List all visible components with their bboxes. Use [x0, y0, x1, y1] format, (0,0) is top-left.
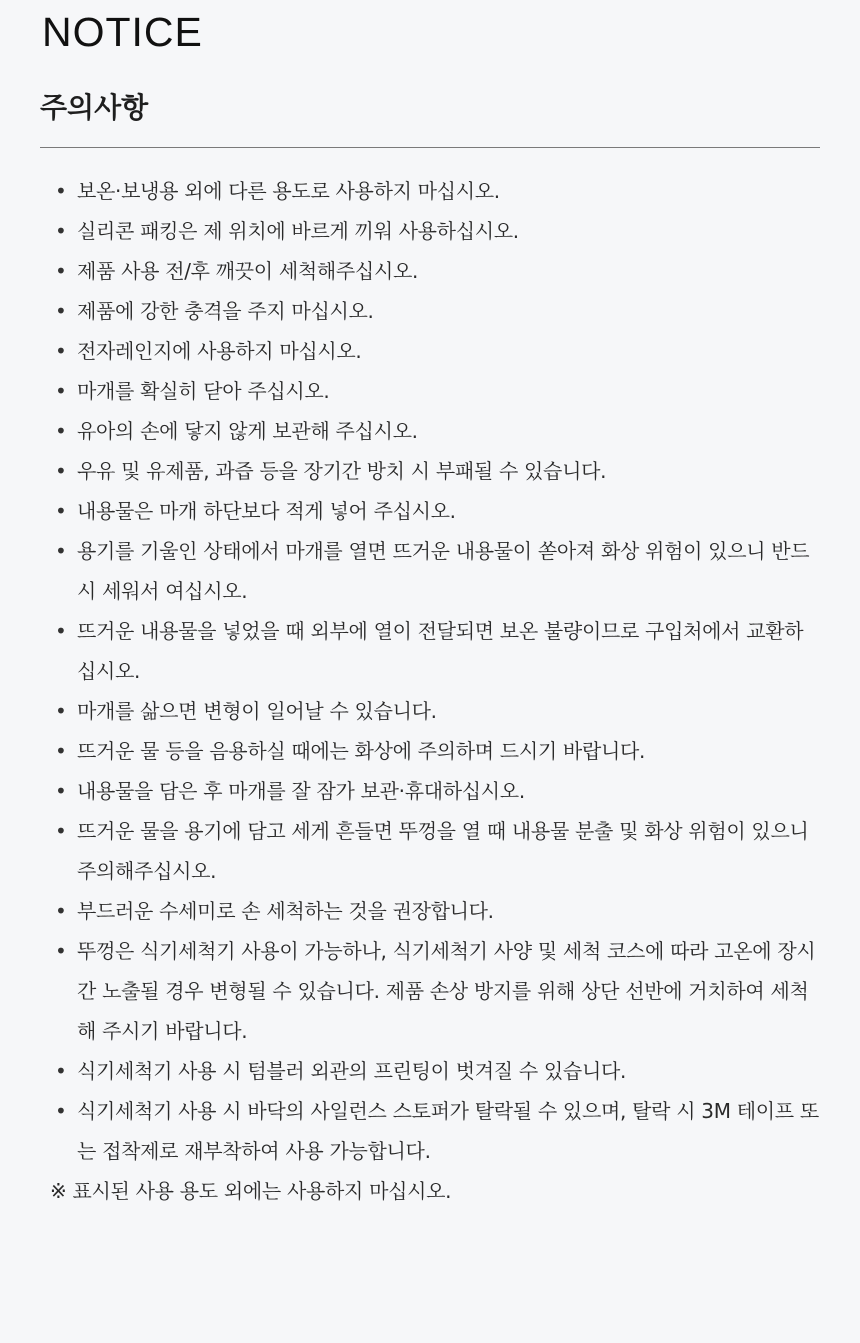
section-heading: 주의사항	[40, 91, 149, 124]
list-item-text: 뜨거운 물을 용기에 담고 세게 흔들면 뚜껑을 열 때 내용물 분출 및 화상 위험이 있으니 주의해주십시오.	[77, 819, 809, 883]
bullet-icon: •	[55, 499, 67, 523]
footnote: ※ 표시된 사용 용도 외에는 사용하지 마십시오.	[50, 1179, 452, 1203]
bullet-icon: •	[55, 779, 67, 803]
list-item-text: 용기를 기울인 상태에서 마개를 열면 뜨거운 내용물이 쏟아져 화상 위험이 있으니 반드시 세워서 여십시오.	[77, 539, 810, 603]
list-item	[0, 811, 860, 891]
list-item	[0, 211, 860, 251]
list-item-text: 식기세척기 사용 시 텀블러 외관의 프린팅이 벗겨질 수 있습니다.	[77, 1059, 627, 1083]
list-item	[0, 331, 860, 371]
list-item-text: 전자레인지에 사용하지 마십시오.	[77, 339, 362, 363]
bullet-icon: •	[55, 339, 67, 363]
bullet-icon: •	[55, 939, 67, 963]
list-item	[0, 291, 860, 331]
bullet-icon: •	[55, 819, 67, 843]
list-item-text: 뜨거운 물 등을 음용하실 때에는 화상에 주의하며 드시기 바랍니다.	[77, 739, 646, 763]
list-item	[0, 491, 860, 531]
list-item	[0, 371, 860, 411]
list-item	[0, 691, 860, 731]
notice-list	[0, 171, 860, 1211]
list-item-text: 식기세척기 사용 시 바닥의 사일런스 스토퍼가 탈락될 수 있으며, 탈락 시 3M 테이프 또는 접착제로 재부착하여 사용 가능합니다.	[77, 1099, 819, 1163]
list-item	[0, 771, 860, 811]
bullet-icon: •	[55, 379, 67, 403]
list-item	[0, 531, 860, 611]
list-item-text: 뚜껑은 식기세척기 사용이 가능하나, 식기세척기 사양 및 세척 코스에 따라 고온에 장시간 노출될 경우 변형될 수 있습니다. 제품 손상 방지를 위해 상단 선반에 거치하여 세척해 주시기 바랍니다.	[77, 939, 816, 1043]
list-item	[0, 891, 860, 931]
list-item-text: 보온·보냉용 외에 다른 용도로 사용하지 마십시오.	[77, 179, 500, 203]
list-item	[0, 411, 860, 451]
list-item	[0, 1091, 860, 1171]
list-item-text: 뜨거운 내용물을 넣었을 때 외부에 열이 전달되면 보온 불량이므로 구입처에서 교환하십시오.	[77, 619, 804, 683]
list-item-text: 제품 사용 전/후 깨끗이 세척해주십시오.	[77, 259, 419, 283]
bullet-icon: •	[55, 539, 67, 563]
list-item-text: 마개를 삶으면 변형이 일어날 수 있습니다.	[77, 699, 437, 723]
bullet-icon: •	[55, 259, 67, 283]
bullet-icon: •	[55, 219, 67, 243]
notice-title: NOTICE	[42, 9, 203, 55]
list-item-text: 부드러운 수세미로 손 세척하는 것을 권장합니다.	[77, 899, 494, 923]
bullet-icon: •	[55, 419, 67, 443]
list-item-text: 제품에 강한 충격을 주지 마십시오.	[77, 299, 374, 323]
list-item	[0, 251, 860, 291]
list-item-text: 마개를 확실히 닫아 주십시오.	[77, 379, 330, 403]
list-item	[0, 931, 860, 1051]
bullet-icon: •	[55, 619, 67, 643]
bullet-icon: •	[55, 899, 67, 923]
list-item	[0, 731, 860, 771]
divider	[40, 147, 820, 148]
list-item	[0, 611, 860, 691]
bullet-icon: •	[55, 739, 67, 763]
list-item-text: 유아의 손에 닿지 않게 보관해 주십시오.	[77, 419, 418, 443]
bullet-icon: •	[55, 699, 67, 723]
bullet-icon: •	[55, 1059, 67, 1083]
list-item-text: 내용물은 마개 하단보다 적게 넣어 주십시오.	[77, 499, 456, 523]
bullet-icon: •	[55, 179, 67, 203]
list-item	[0, 1051, 860, 1091]
bullet-icon: •	[55, 459, 67, 483]
list-item-text: 우유 및 유제품, 과즙 등을 장기간 방치 시 부패될 수 있습니다.	[77, 459, 607, 483]
bullet-icon: •	[55, 299, 67, 323]
list-item-text: 실리콘 패킹은 제 위치에 바르게 끼워 사용하십시오.	[77, 219, 519, 243]
list-item	[0, 171, 860, 211]
bullet-icon: •	[55, 1099, 67, 1123]
list-item-text: 내용물을 담은 후 마개를 잘 잠가 보관·휴대하십시오.	[77, 779, 525, 803]
list-item	[0, 451, 860, 491]
